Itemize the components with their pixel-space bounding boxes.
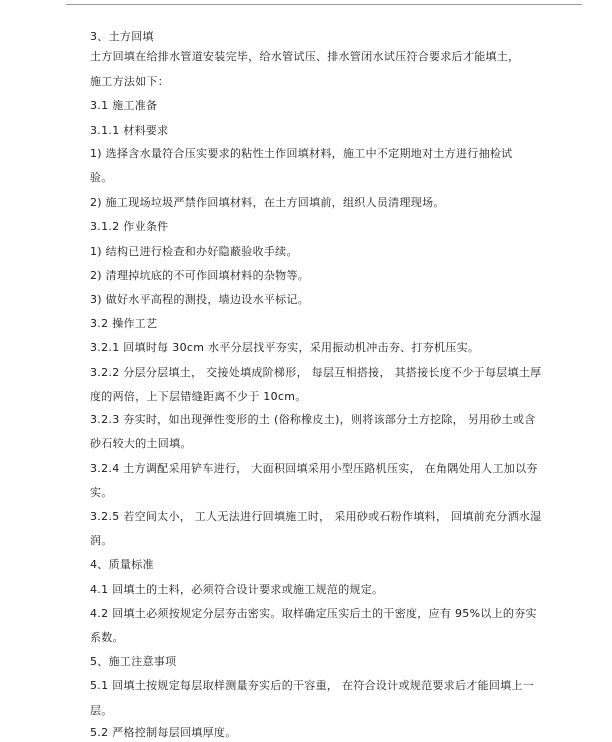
paragraph-line: 层。 — [90, 704, 113, 717]
list-item: 3) 做好水平高程的测投，墙边设水平标记。 — [90, 293, 310, 306]
paragraph-line: 砂石较大的土回填。 — [90, 437, 192, 450]
subsection-heading-3-2: 3.2 操作工艺 — [90, 317, 158, 330]
list-item: 1) 选择含水量符合压实要求的粘性土作回填材料，施工中不定期地对土方进行抽检试 — [90, 147, 513, 160]
list-item: 3.2.5 若空间太小， 工人无法进行回填施工时， 采用砂或石粉作填料， 回填前充分洒水湿 — [90, 510, 542, 523]
paragraph-line: 验。 — [90, 171, 113, 184]
list-item: 3.2.2 分层分层填土， 交接处填成阶梯形， 每层互相搭接， 其搭接长度不少于每层填土厚 — [90, 366, 542, 379]
paragraph-line: 度的两倍，上下层错缝距离不少于 10cm。 — [90, 390, 307, 403]
subsection-heading-3-1: 3.1 施工准备 — [90, 99, 158, 112]
subsection-heading-3-1-1: 3.1.1 材料要求 — [90, 124, 169, 137]
list-item: 2) 清理掉坑底的不可作回填材料的杂物等。 — [90, 269, 310, 282]
paragraph-line: 系数。 — [90, 631, 124, 644]
list-item: 3.2.1 回填时每 30cm 水平分层找平夯实，采用振动机冲击夯、打夯机压实。 — [90, 341, 480, 354]
paragraph-line: 土方回填在给排水管道安装完毕，给水管试压、排水管闭水试压符合要求后才能填土， — [90, 50, 520, 63]
section-heading-4: 4、质量标准 — [90, 558, 154, 571]
list-item: 4.1 回填土的土料，必须符合设计要求或施工规范的规定。 — [90, 583, 384, 596]
paragraph-line: 实。 — [90, 486, 113, 499]
list-item: 2) 施工现场垃圾严禁作回填材料，在土方回填前，组织人员清理现场。 — [90, 196, 445, 209]
header-rule — [66, 4, 582, 5]
list-item: 5.1 回填土按规定每层取样测量夯实后的干容重， 在符合设计或规范要求后才能回填上一 — [90, 679, 535, 692]
section-heading-3: 3、土方回填 — [90, 30, 154, 43]
section-heading-5: 5、施工注意事项 — [90, 655, 177, 668]
list-item: 3.2.3 夯实时，如出现弹性变形的土 (俗称橡皮土)，则将该部分土方挖除， 另用砂土或含 — [90, 413, 536, 426]
list-item: 5.2 严格控制每层回填厚度。 — [90, 726, 237, 739]
list-item: 3.2.4 土方调配采用铲车进行， 大面积回填采用小型压路机压实， 在角隅处用人工加以夯 — [90, 462, 538, 475]
paragraph-line: 润。 — [90, 534, 113, 547]
paragraph-line: 施工方法如下： — [90, 75, 170, 88]
subsection-heading-3-1-2: 3.1.2 作业条件 — [90, 220, 169, 233]
list-item: 1) 结构已进行检查和办好隐蔽验收手续。 — [90, 245, 298, 258]
list-item: 4.2 回填土必须按规定分层夯击密实。取样确定压实后土的干密度，应有 95%以上的夯实 — [90, 607, 537, 620]
